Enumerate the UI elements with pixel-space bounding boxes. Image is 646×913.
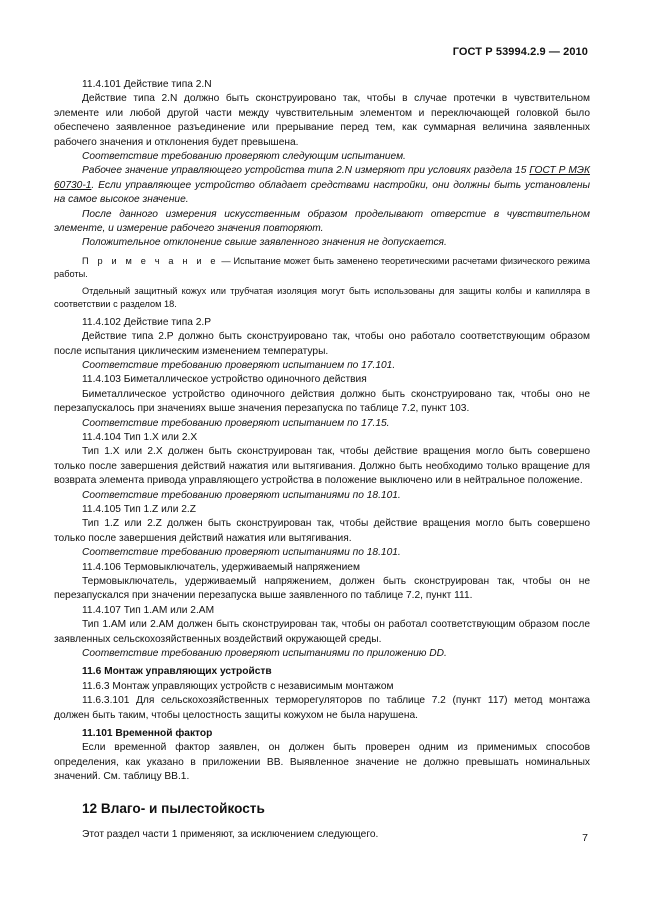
clause-heading-11-4-101: 11.4.101 Действие типа 2.N [82,79,212,90]
clause-heading-11-4-106: 11.4.106 Термовыключатель, удерживаемый напряжением [82,561,360,573]
subclause-heading-11-6-3: 11.6.3 Монтаж управляющих устройств с независимым монтажом [82,680,394,692]
paragraph: Биметаллическое устройство одиночного действия должно быть сконструировано так, чтобы оно не перезапускалось при значениях выше значения перезапуска по таблице 7.2, пункт 103. [54,388,590,415]
compliance-statement: Соответствие требованию проверяют испытаниями по 18.101. [82,547,401,559]
paragraph: Тип 1.X или 2.X должен быть сконструирован так, чтобы действие вращения могло быть совершено только после завершения действий нажатия или вытягивания. Должно быть необходимо только вращение для возврата элемента привода управляющего устройства в положение выключено или в нейтральное положение. [54,446,590,487]
paragraph: Тип 1.AM или 2.AM должен быть сконструирован так, чтобы он работал соответствующим образом после заявленных сельскохозяйственных воздействий окружающей среды. [54,619,590,645]
clause-heading-11-4-103: 11.4.103 Биметаллическое устройство одиночного действия [82,374,367,386]
paragraph: Этот раздел части 1 применяют, за исключением следующего. [82,828,379,840]
reference-link[interactable]: ГОСТ Р МЭК 60730-1 [54,165,590,191]
note-label: П р и м е ч а н и е [82,255,219,266]
note: Отдельный защитный кожух или трубчатая изоляция могут быть использованы для защиты колбы и капилляра в соответствии с разделом 18. [54,286,590,310]
page-number: 7 [582,832,588,844]
compliance-statement: Соответствие требованию проверяют испытанием по 17.15. [82,417,390,429]
clause-heading-11-4-107: 11.4.107 Тип 1.AM или 2.AM [82,604,215,616]
document-code-header: ГОСТ Р 53994.2.9 — 2010 [452,46,588,58]
clause-heading-11-4-105: 11.4.105 Тип 1.Z или 2.Z [82,503,196,515]
section-heading-11-6: 11.6 Монтаж управляющих устройств [82,666,272,678]
paragraph: Тип 1.Z или 2.Z должен быть сконструирован так, чтобы действие вращения могло быть совершено только после завершения действий нажатия или вытягивания. [54,518,590,544]
clause-heading-11-4-104: 11.4.104 Тип 1.X или 2.X [82,431,198,443]
paragraph: Действие типа 2.N должно быть сконструировано так, чтобы в случае протечки в чувствительном элементе или любой другой части между чувствительным элементом и переключающей головкой было обеспечено заявленное разъединение или прерывание перед тем, как суммарная величина заявленных рабочего значения и отклонения будет превышена. [54,93,590,148]
compliance-statement: Соответствие требованию проверяют испытаниями по 18.101. [82,489,401,501]
compliance-statement: Соответствие требованию проверяют испытанием по 17.101. [82,359,396,371]
section-heading-11-101: 11.101 Временной фактор [82,728,213,740]
clause-heading-11-4-102: 11.4.102 Действие типа 2.P [82,316,212,328]
compliance-statement: Соответствие требованию проверяют следующим испытанием. [82,151,406,163]
paragraph: Если временной фактор заявлен, он должен быть проверен одним из применимых способов определения, как указано в приложении BB. Выявленное значение не должно превышать номинальных значений. См. таблицу BB.1. [54,742,590,783]
page-body [54,78,590,842]
paragraph-test-conditions: Рабочее значение управляющего устройства типа 2.N измеряют при условиях раздела 15 ГОСТ Р МЭК 60730-1. Если управляющее устройство обладает средствами настройки, они должны быть установлены на самое высокое значение. [54,165,590,206]
paragraph: Положительное отклонение свыше заявленного значения не допускается. [82,237,447,249]
paragraph: После данного измерения искусственным образом проделывают отверстие в чувствительном элементе, и измерение рабочего значения повторяют. [54,208,590,235]
note: П р и м е ч а н и е — Испытание может быть заменено теоретическими расчетами физического режима работы. [54,255,590,280]
paragraph: Термовыключатель, удерживаемый напряжением, должен быть сконструирован так, чтобы он не перезапускался при значении перезапуска выше заявленного по таблице 7.2, пункт 111. [54,576,590,602]
paragraph: 11.6.3.101 Для сельскохозяйственных терморегуляторов по таблице 7.2 (пункт 117) метод монтажа должен быть таким, чтобы целостность защиты кожухом не была нарушена. [54,695,590,721]
paragraph: Действие типа 2.P должно быть сконструировано так, чтобы оно работало соответствующим образом после испытания циклическим изменением температуры. [54,331,590,357]
section-heading-12: 12 Влаго- и пылестойкость [82,800,265,816]
compliance-statement: Соответствие требованию проверяют испытаниями по приложению DD. [82,648,447,660]
